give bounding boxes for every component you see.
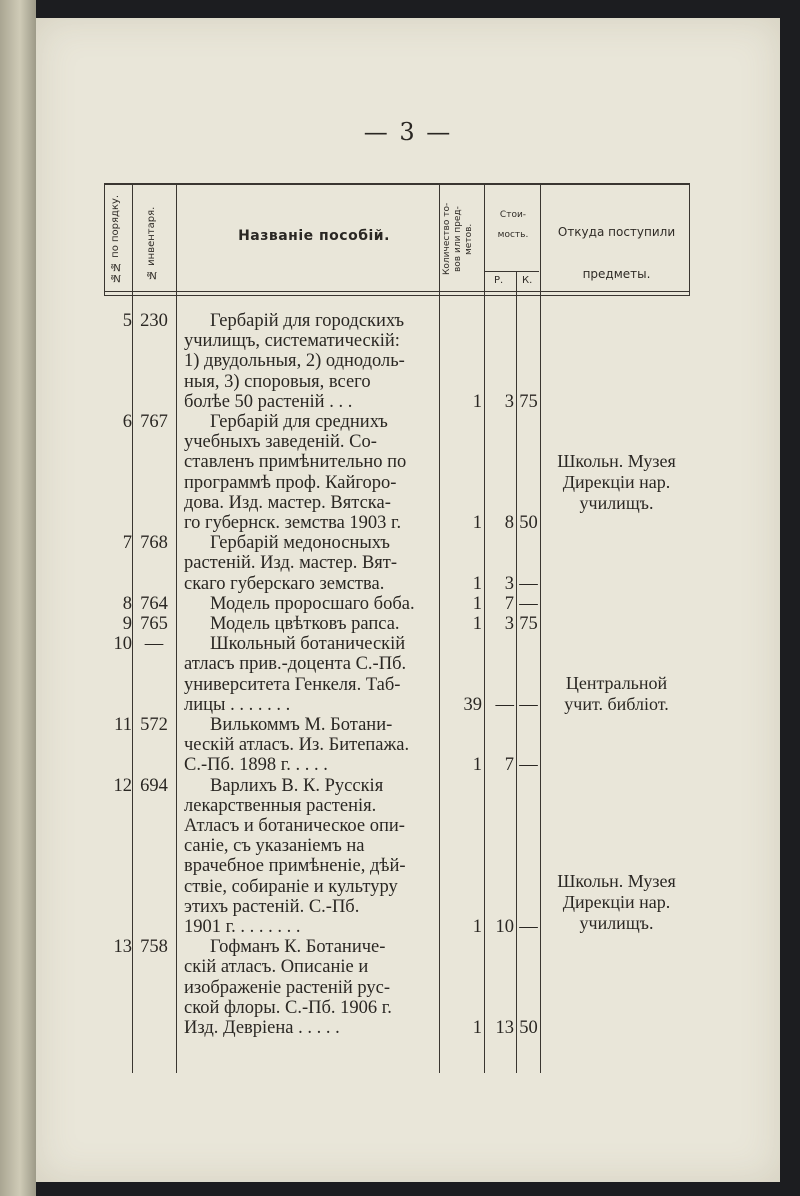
header-cost-rubles: Р.	[494, 275, 504, 286]
row-cost-rubles: 7	[504, 593, 514, 614]
row-inventory-number: 694	[140, 775, 168, 796]
row-order-number: 8	[122, 593, 132, 614]
row-order-number: 12	[113, 775, 132, 796]
row-title-line: С.-Пб. 1898 г. . . . .	[184, 755, 328, 776]
row-title-line: Атласъ и ботаническое опи-	[184, 816, 405, 836]
row-title-line: изображеніе растеній рус-	[184, 977, 391, 998]
row-title-line: Гербарій для городскихъ	[210, 311, 405, 331]
row-cost-kopecks: —	[519, 755, 538, 776]
row-cost-rubles: 8	[504, 513, 514, 533]
row-title-line: Гербарій медоносныхъ	[210, 533, 390, 554]
row-title-line: Школьный ботаническій	[210, 634, 406, 655]
col-rule	[439, 183, 440, 1073]
source-central-library: Центральной учит. библіот.	[564, 673, 669, 714]
row-title-line: ставленъ примѣнительно по	[184, 452, 407, 473]
row-title-line: Гербарій для среднихъ	[210, 412, 388, 432]
row-cost-kopecks: 50	[519, 1018, 538, 1038]
row-title-line: врачебное примѣненіе, дѣй-	[184, 856, 406, 877]
row-quantity: 1	[472, 755, 482, 776]
row-cost-kopecks: 75	[519, 391, 538, 412]
row-title-line: Изд. Девріена . . . . .	[184, 1018, 340, 1038]
row-title-line: программѣ проф. Кайгоро-	[184, 472, 397, 493]
row-quantity: 1	[472, 614, 482, 634]
col-rule	[132, 183, 133, 1073]
row-order-number: 6	[122, 412, 132, 432]
row-title-line: лекарственныя растенія.	[184, 795, 377, 816]
col-rule	[104, 183, 105, 295]
row-quantity: 1	[472, 391, 482, 412]
row-title-line: дова. Изд. мастер. Вятска-	[184, 492, 391, 513]
row-title-line: Модель проросшаго боба.	[210, 593, 415, 614]
row-title-line: ской флоры. С.-Пб. 1906 г.	[184, 997, 392, 1018]
row-title-line: го губернск. земства 1903 г.	[184, 513, 402, 533]
row-cost-rubles: 7	[504, 755, 514, 776]
row-cost-rubles: 13	[495, 1018, 514, 1038]
row-title-line: Модель цвѣтковъ рапса.	[210, 614, 400, 634]
row-inventory-number: 768	[140, 533, 168, 554]
row-title-line: саніе, съ указаніемъ на	[184, 836, 365, 857]
header-quantity: Количество то- вов или пред- метов.	[442, 202, 474, 276]
col-rule	[540, 183, 541, 1073]
row-inventory-number: 764	[140, 593, 168, 614]
col-rule	[176, 183, 177, 1073]
row-quantity: 1	[472, 917, 482, 937]
row-cost-rubles: 3	[504, 391, 514, 412]
table-top-rule	[104, 183, 690, 185]
row-order-number: 13	[113, 937, 132, 958]
header-bottom-rule-2	[104, 295, 690, 296]
row-title-line: этихъ растеній. С.-Пб.	[184, 896, 360, 917]
row-title-line: скаго губерскаго земства.	[184, 573, 385, 594]
row-title-line: учебныхъ заведеній. Со-	[184, 432, 377, 453]
row-title-line: Вилькоммъ М. Ботани-	[210, 715, 393, 735]
row-inventory-number: 758	[140, 937, 168, 958]
row-title-line: ческій атласъ. Из. Битепажа.	[184, 735, 410, 756]
row-quantity: 1	[472, 573, 482, 594]
header-inventory: № инвентаря.	[146, 206, 157, 280]
header-order: №№ по порядку.	[110, 194, 121, 284]
header-title: Названіе пособій.	[238, 228, 390, 244]
row-order-number: 9	[122, 614, 132, 634]
row-title-line: 1) двудольныя, 2) однодоль-	[184, 351, 405, 372]
row-quantity: 39	[463, 694, 482, 715]
row-cost-kopecks: —	[519, 917, 538, 937]
row-inventory-number: 230	[140, 311, 168, 331]
row-cost-kopecks: 50	[519, 513, 538, 533]
row-title-line: растеній. Изд. мастер. Вят-	[184, 553, 398, 574]
row-title-line: университета Генкеля. Таб-	[184, 674, 401, 695]
header-cost-kopecks: К.	[522, 275, 533, 286]
row-title-line: Гофманъ К. Ботаниче-	[210, 937, 386, 958]
row-inventory-number: 572	[140, 715, 168, 735]
row-order-number: 11	[114, 715, 132, 735]
row-cost-kopecks: 75	[519, 614, 538, 634]
document-page	[36, 18, 780, 1182]
row-title-line: ствіе, собираніе и культуру	[184, 876, 398, 897]
row-order-number: 7	[122, 533, 132, 554]
col-rule	[689, 183, 690, 295]
row-title-line: Варлихъ В. К. Русскія	[210, 775, 384, 796]
row-cost-rubles: —	[495, 694, 514, 715]
row-cost-kopecks: —	[519, 593, 538, 614]
row-cost-rubles: 3	[504, 573, 514, 594]
page-number: — 3 —	[363, 118, 453, 146]
row-cost-kopecks: —	[519, 573, 538, 594]
source-school-museum-2: Школьн. Музея Дирекціи нар. училищъ.	[557, 871, 676, 933]
row-title-line: лицы . . . . . . .	[184, 694, 291, 715]
row-cost-rubles: 3	[504, 614, 514, 634]
header-source: Откуда поступили предметы.	[557, 225, 676, 281]
row-quantity: 1	[472, 593, 482, 614]
row-title-line: ныя, 3) споровыя, всего	[184, 371, 371, 392]
row-cost-kopecks: —	[519, 694, 538, 715]
col-rule	[484, 183, 485, 1073]
inventory-table	[104, 183, 690, 1073]
source-school-museum: Школьн. Музея Дирекціи нар. училищъ.	[557, 451, 676, 513]
row-title-line: 1901 г. . . . . . . .	[184, 917, 301, 937]
row-title-line: училищъ, систематическій:	[184, 331, 400, 352]
row-inventory-number: —	[144, 634, 164, 655]
row-title-line: атласъ прив.-доцента С.-Пб.	[184, 654, 407, 675]
row-order-number: 10	[113, 634, 132, 655]
row-title-line: болѣе 50 растеній . . .	[184, 391, 353, 412]
row-inventory-number: 767	[140, 412, 168, 432]
row-quantity: 1	[472, 513, 482, 533]
scan-margin	[0, 0, 36, 1196]
row-title-line: скій атласъ. Описаніе и	[184, 957, 369, 978]
cost-split-rule	[484, 271, 539, 272]
row-inventory-number: 765	[140, 614, 168, 634]
row-quantity: 1	[472, 1018, 482, 1038]
header-cost: Стои- мость.	[497, 210, 529, 240]
row-cost-rubles: 10	[495, 917, 514, 937]
row-order-number: 5	[122, 311, 132, 331]
